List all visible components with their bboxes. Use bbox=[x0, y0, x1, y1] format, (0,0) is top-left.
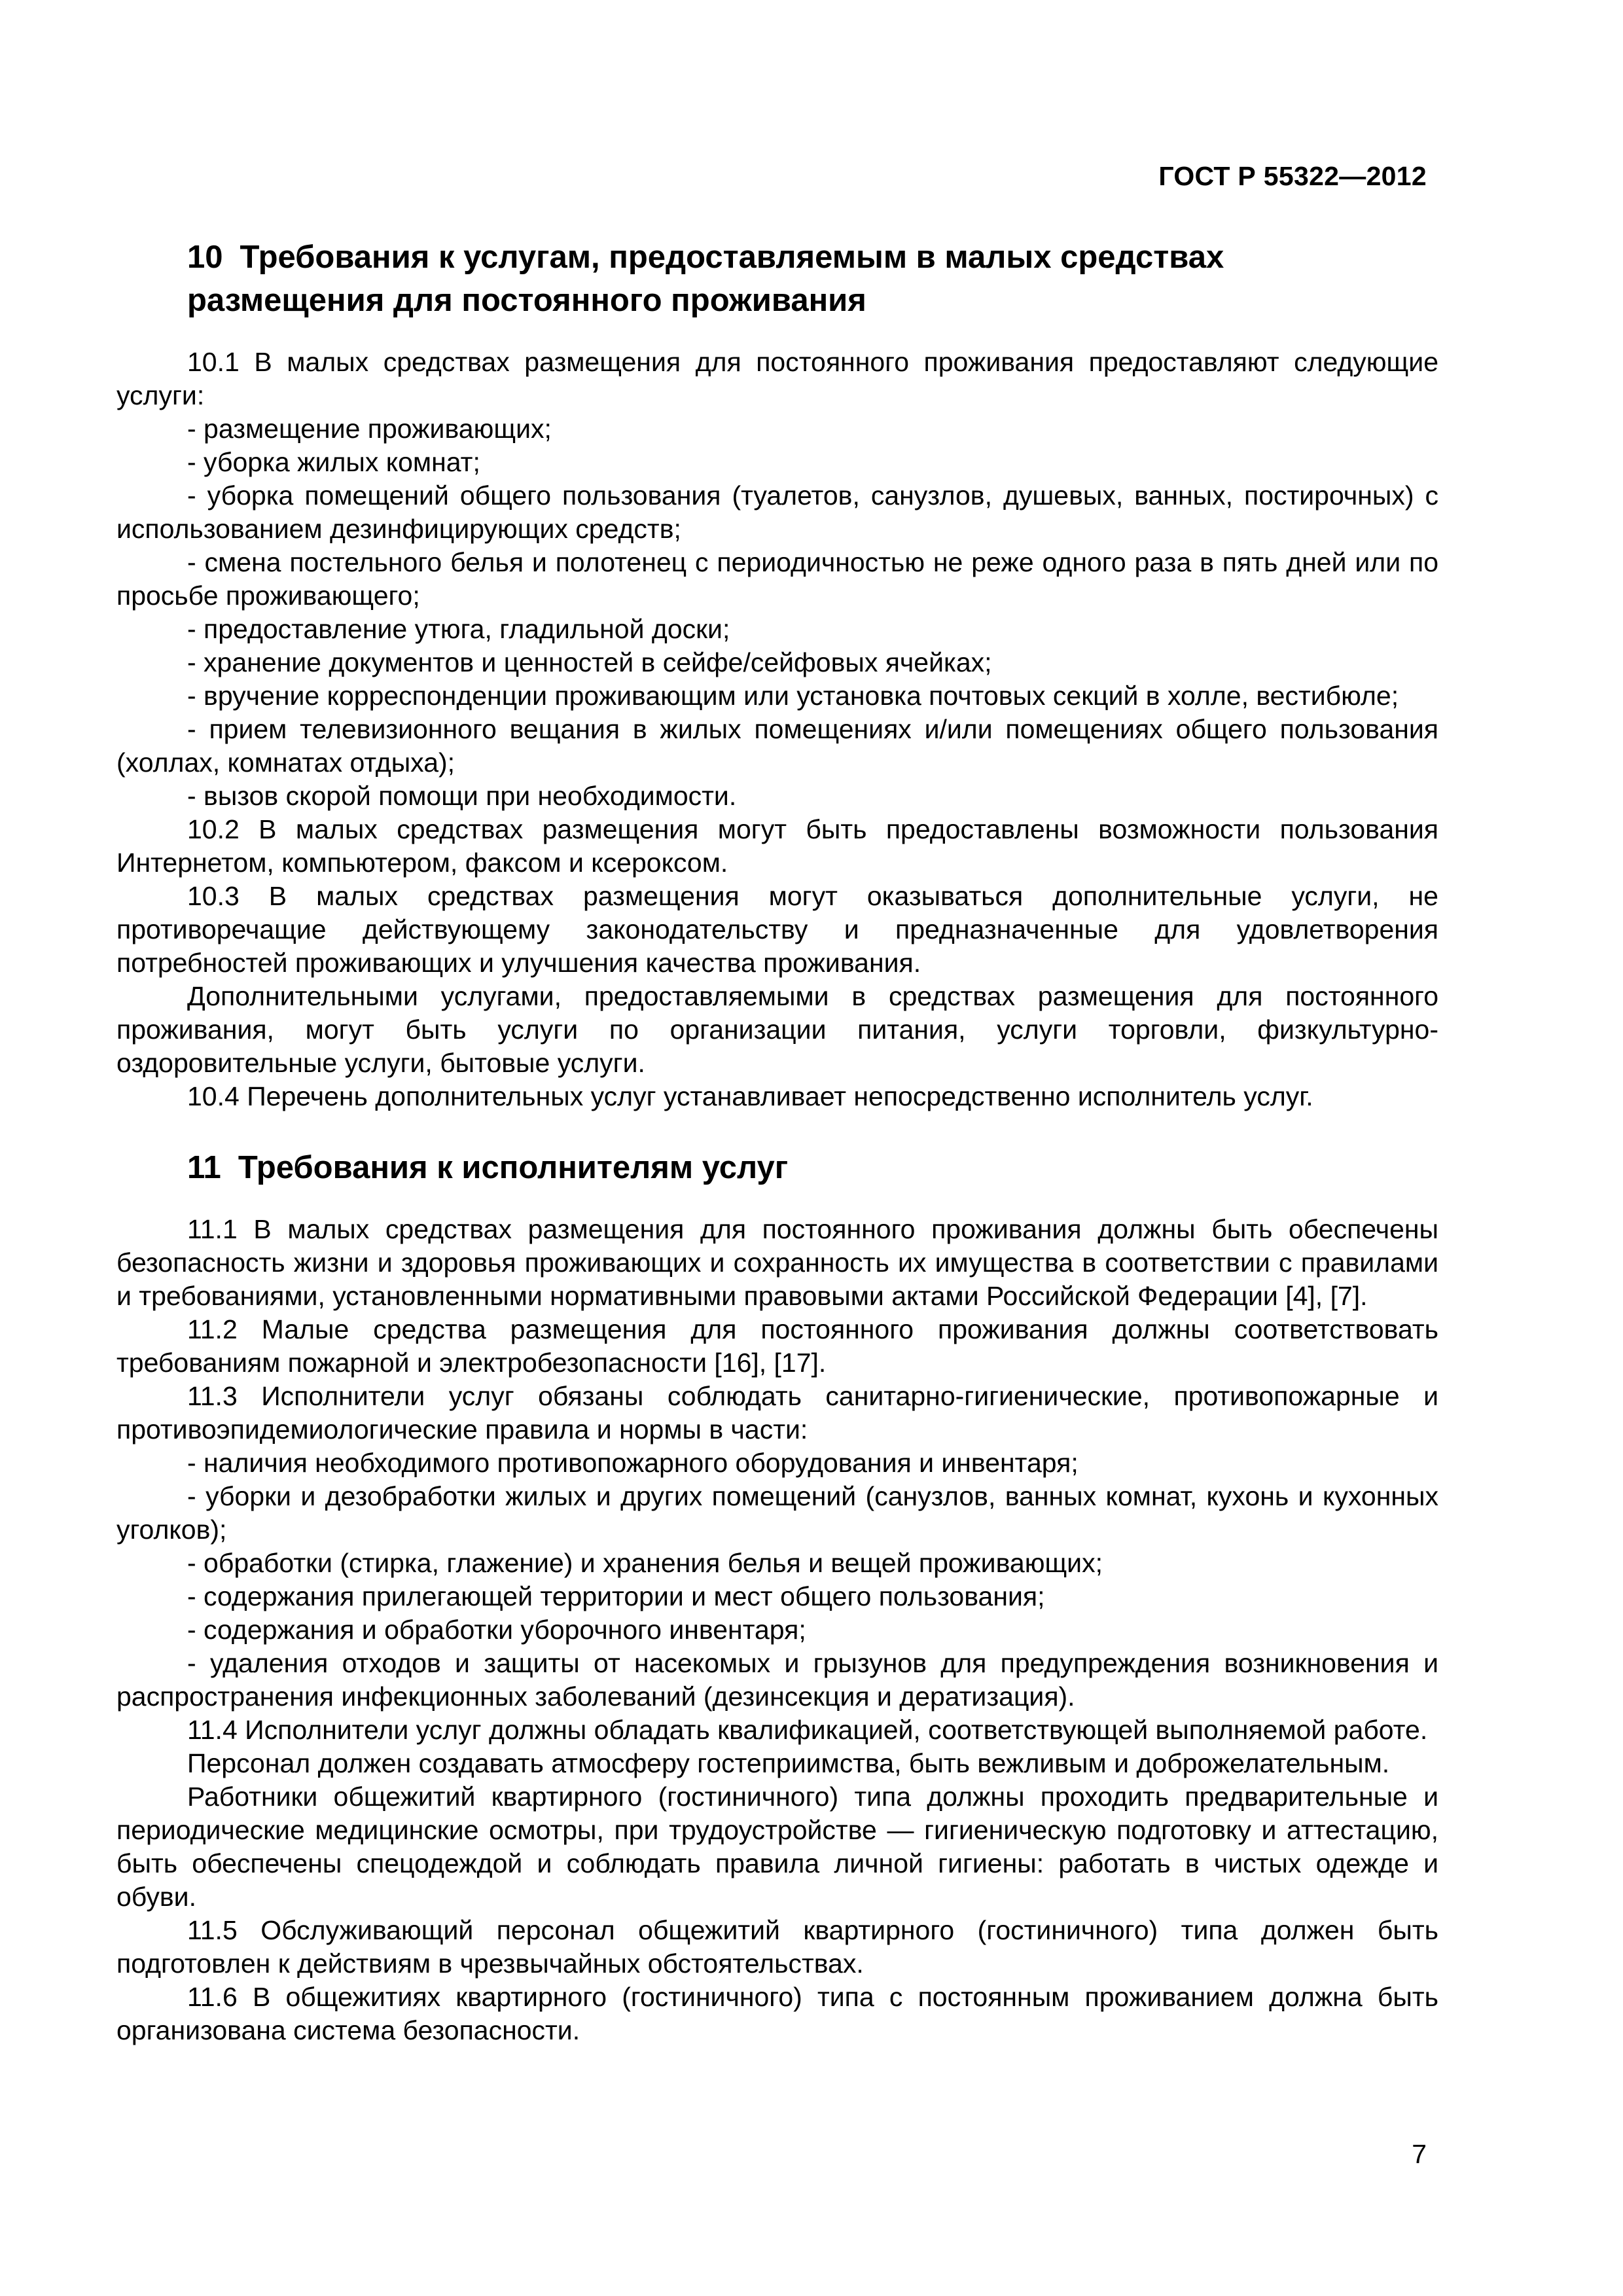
paragraph-11-1: 11.1 В малых средствах размещения для постоянного проживания должны быть обеспечены безопасность жизни и здоровья проживающих и сохранность их имущества в соответствии с правилами и требованиями, установленными нормативными правовыми актами Российской Федерации [4], [7]. bbox=[116, 1214, 1438, 1311]
page-number: 7 bbox=[1412, 2139, 1427, 2169]
paragraph-11-4-workers: Работники общежитий квартирного (гостиничного) типа должны проходить предварительные и периодические медицинские осмотры, при трудоустройстве — гигиеническую подготовку и аттестацию, быть обеспечены спецодеждой и соблюдать правила личной гигиены: работать в чистых одежде и обуви. bbox=[116, 1782, 1438, 1912]
list-item: - хранение документов и ценностей в сейфе/сейфовых ячейках; bbox=[187, 647, 992, 677]
paragraph-11-5: 11.5 Обслуживающий персонал общежитий квартирного (гостиничного) типа должен быть подготовлен к действиям в чрезвычайных обстоятельствах. bbox=[116, 1915, 1438, 1979]
list-item: - уборка жилых комнат; bbox=[187, 447, 480, 477]
section-10-heading bbox=[187, 236, 1438, 322]
document-header: ГОСТ Р 55322—2012 bbox=[1158, 161, 1427, 191]
section-10-title-line2: размещения для постоянного проживания bbox=[187, 283, 866, 318]
paragraph-10-3-cont: Дополнительными услугами, предоставляемыми в средствах размещения для постоянного проживания, могут быть услуги по организации питания, услуги торговли, физкультурно-оздоровительные услуги, бытовые услуги. bbox=[116, 981, 1438, 1078]
list-item: - предоставление утюга, гладильной доски; bbox=[187, 614, 730, 644]
list-item: - вызов скорой помощи при необходимости. bbox=[187, 781, 737, 811]
list-item: - уборка помещений общего пользования (туалетов, санузлов, душевых, ванных, постирочных) с использованием дезинфицирующих средств; bbox=[116, 480, 1438, 544]
list-item: - вручение корреспонденции проживающим или установка почтовых секций в холле, вестибюле; bbox=[187, 681, 1399, 711]
section-11-number: 11 bbox=[187, 1150, 221, 1185]
paragraph-10-3: 10.3 В малых средствах размещения могут оказываться дополнительные услуги, не противоречащие действующему законодательству и предназначенные для удовлетворения потребностей проживающих и улучшения качества проживания. bbox=[116, 881, 1438, 978]
section-10-title-line1: Требования к услугам, предоставляемым в малых средствах bbox=[240, 240, 1224, 275]
list-item: - обработки (стирка, глажение) и хранения белья и вещей проживающих; bbox=[187, 1548, 1103, 1578]
list-item: - уборки и дезобработки жилых и других помещений (санузлов, ванных комнат, кухонь и кухонных уголков); bbox=[116, 1481, 1438, 1545]
paragraph-10-1: 10.1 В малых средствах размещения для постоянного проживания предоставляют следующие услуги: bbox=[116, 347, 1438, 410]
list-item: - наличия необходимого противопожарного оборудования и инвентаря; bbox=[187, 1448, 1079, 1478]
paragraph-11-6: 11.6 В общежитиях квартирного (гостиничного) типа с постоянным проживанием должна быть организована система безопасности. bbox=[116, 1982, 1438, 2045]
section-11-heading bbox=[187, 1146, 1438, 1189]
list-item: - размещение проживающих; bbox=[187, 414, 552, 444]
page-content bbox=[116, 236, 1438, 2047]
paragraph-10-2: 10.2 В малых средствах размещения могут быть предоставлены возможности пользования Интернетом, компьютером, факсом и ксероксом. bbox=[116, 814, 1438, 878]
section-11-title: Требования к исполнителям услуг bbox=[238, 1150, 789, 1185]
paragraph-11-2: 11.2 Малые средства размещения для постоянного проживания должны соответствовать требованиям пожарной и электробезопасности [16], [17]. bbox=[116, 1314, 1438, 1378]
paragraph-11-3: 11.3 Исполнители услуг обязаны соблюдать санитарно-гигиенические, противопожарные и противоэпидемиологические правила и нормы в части: bbox=[116, 1381, 1438, 1444]
list-item: - удаления отходов и защиты от насекомых и грызунов для предупреждения возникновения и распространения инфекционных заболеваний (дезинсекция и дератизация). bbox=[116, 1648, 1438, 1712]
list-item: - содержания и обработки уборочного инвентаря; bbox=[187, 1615, 806, 1645]
paragraph-10-4: 10.4 Перечень дополнительных услуг устанавливает непосредственно исполнитель услуг. bbox=[187, 1081, 1313, 1111]
section-10-body bbox=[116, 346, 1438, 1113]
list-item: - прием телевизионного вещания в жилых помещениях и/или помещениях общего пользования (холлах, комнатах отдыха); bbox=[116, 714, 1438, 778]
section-10-number: 10 bbox=[187, 240, 223, 275]
section-11-body bbox=[116, 1213, 1438, 2047]
paragraph-11-4-staff: Персонал должен создавать атмосферу гостеприимства, быть вежливым и доброжелательным. bbox=[187, 1748, 1390, 1778]
list-item: - смена постельного белья и полотенец с периодичностью не реже одного раза в пять дней или по просьбе проживающего; bbox=[116, 547, 1438, 611]
paragraph-11-4: 11.4 Исполнители услуг должны обладать квалификацией, соответствующей выполняемой работе. bbox=[187, 1715, 1428, 1745]
list-item: - содержания прилегающей территории и мест общего пользования; bbox=[187, 1581, 1045, 1611]
